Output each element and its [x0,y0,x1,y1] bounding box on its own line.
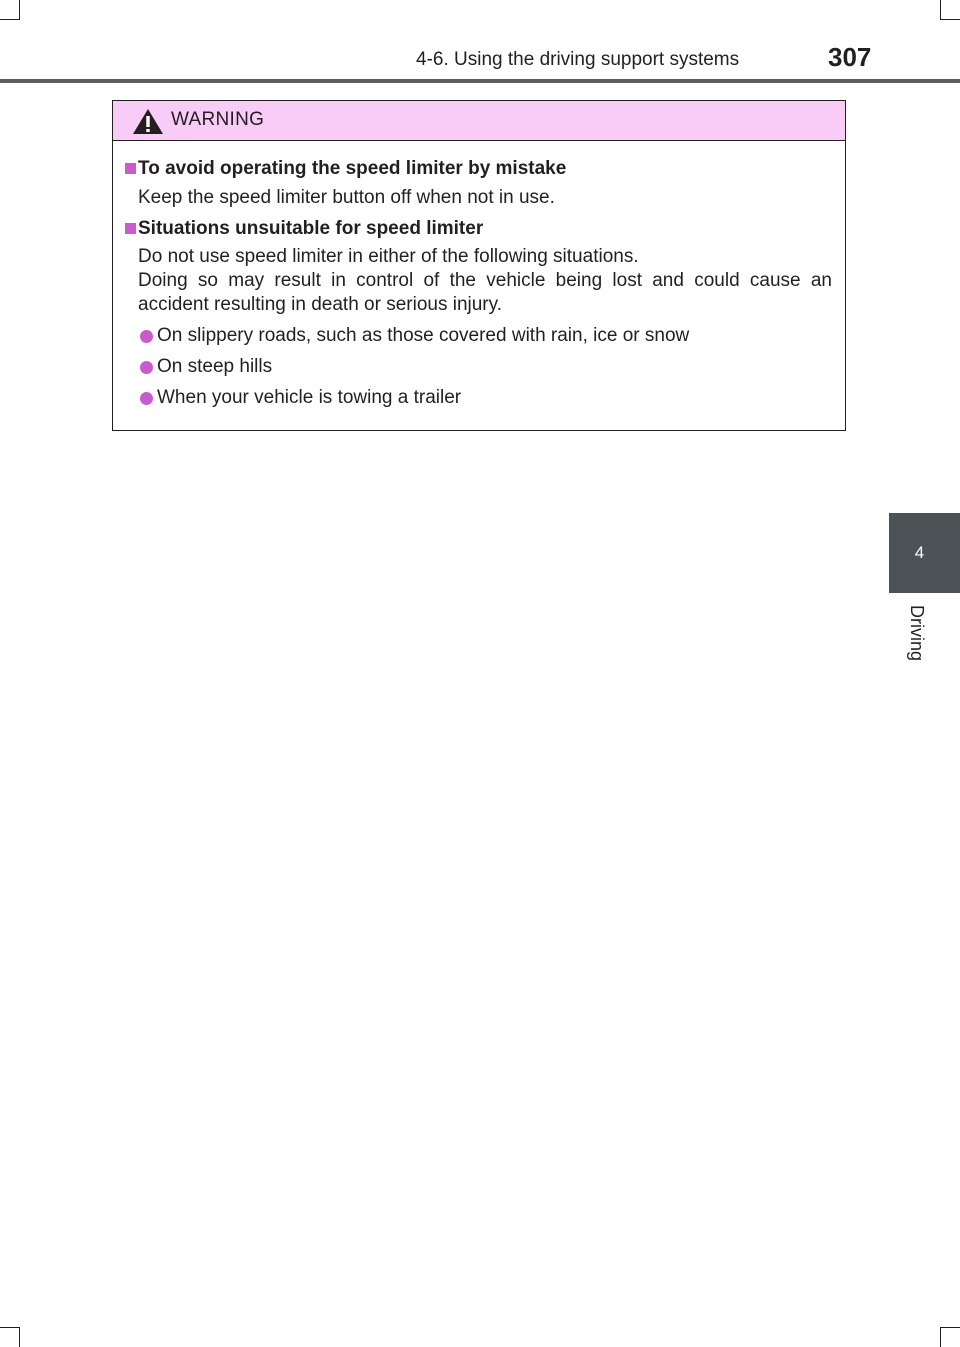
item-text: Do not use speed limiter in either of the following situations. [138,246,639,267]
chapter-tab [889,513,960,593]
crop-mark [940,1327,960,1328]
crop-mark [940,1327,941,1347]
circle-bullet-icon [140,361,153,374]
square-bullet-icon [125,223,136,234]
square-bullet-icon [125,163,136,174]
item-text: Doing so may result in control of the vehicle being lost and could cause an [138,270,832,291]
bullet-text: On slippery roads, such as those covered with rain, ice or snow [157,325,690,346]
chapter-number: 4 [914,543,925,562]
crop-mark [19,1327,20,1347]
crop-mark [940,19,960,20]
crop-mark [940,0,941,20]
crop-mark [0,1327,20,1328]
section-title: 4-6. Using the driving support systems [416,49,740,70]
warning-header [113,101,845,141]
circle-bullet-icon [140,330,153,343]
bullet-text: On steep hills [157,356,273,377]
item-heading: Situations unsuitable for speed limiter [138,218,484,239]
warning-triangle-icon [132,108,164,135]
bullet-text: When your vehicle is towing a trailer [157,387,462,408]
chapter-label: Driving [907,605,927,662]
item-text: Keep the speed limiter button off when not in use. [138,187,555,208]
crop-mark [19,0,20,20]
item-heading: To avoid operating the speed limiter by mistake [138,158,567,179]
item-text: accident resulting in death or serious injury. [138,294,503,315]
warning-box [112,100,846,431]
warning-title: WARNING [171,109,265,130]
header-rule [0,79,960,83]
page-number: 307 [828,42,872,72]
circle-bullet-icon [140,392,153,405]
crop-mark [0,19,20,20]
